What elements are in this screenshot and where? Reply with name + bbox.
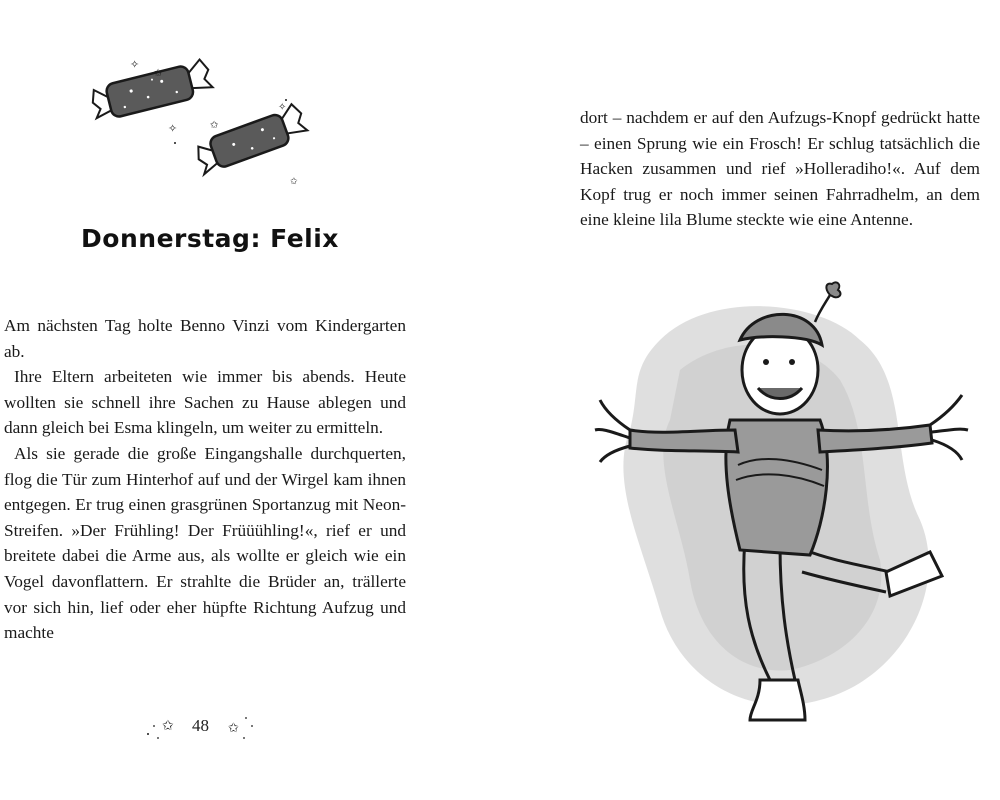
right-body-text bbox=[580, 105, 980, 233]
right-page bbox=[500, 0, 1000, 800]
svg-text:✩: ✩ bbox=[290, 177, 298, 187]
svg-text:✩: ✩ bbox=[210, 120, 219, 131]
wrapped-candy-icon bbox=[90, 58, 214, 122]
paragraph: Am nächsten Tag holte Benno Vinzi vom Kindergarten ab. bbox=[4, 316, 406, 361]
page-number: 48 bbox=[192, 716, 209, 735]
svg-text:✩: ✩ bbox=[228, 721, 239, 736]
dancing-man-illustration bbox=[590, 280, 980, 750]
wrapped-candy-icon bbox=[192, 102, 310, 174]
candy-illustration bbox=[90, 50, 310, 190]
page-folio bbox=[140, 708, 270, 748]
paragraph: dort – nachdem er auf den Aufzugs-Knopf gedrückt hatte – einen Sprung wie ein Frosch! Er schlug tatsächlich die Hacken zusammen und rief »Holleradiho!«. Auf dem Kopf trug er noch immer seinen Fahrradhelm, an dem eine kleine lila Blume steckte wie eine Antenne. bbox=[580, 108, 980, 230]
left-body-text bbox=[4, 313, 406, 646]
svg-text:✩: ✩ bbox=[154, 68, 163, 79]
svg-text:✧: ✧ bbox=[130, 58, 140, 71]
chapter-title: Donnerstag: Felix bbox=[81, 224, 339, 253]
paragraph: Als sie gerade die große Eingangshalle durchquerten, flog die Tür zum Hinterhof auf und der Wirgel kam ihnen entgegen. Er trug einen grasgrünen Sportanzug mit Neon-Streifen. »Der Frühling! Der Früüühling!«, rief er und breitete dabei die Arme aus, als wollte er gleich wie ein Vogel davonflattern. Er strahlte die Brüder an, trällerte vor sich hin, lief oder eher hüpfte Richtung Aufzug und machte bbox=[4, 443, 406, 643]
svg-text:✧: ✧ bbox=[168, 122, 178, 135]
svg-text:✩: ✩ bbox=[162, 718, 174, 734]
svg-text:✧: ✧ bbox=[278, 102, 287, 113]
paragraph: Ihre Eltern arbeiteten wie immer bis abends. Heute wollten sie schnell ihre Sachen zu Hause ablegen und dann gleich bei Esma klingeln, um weiter zu ermitteln. bbox=[4, 367, 406, 438]
left-page bbox=[0, 0, 420, 800]
